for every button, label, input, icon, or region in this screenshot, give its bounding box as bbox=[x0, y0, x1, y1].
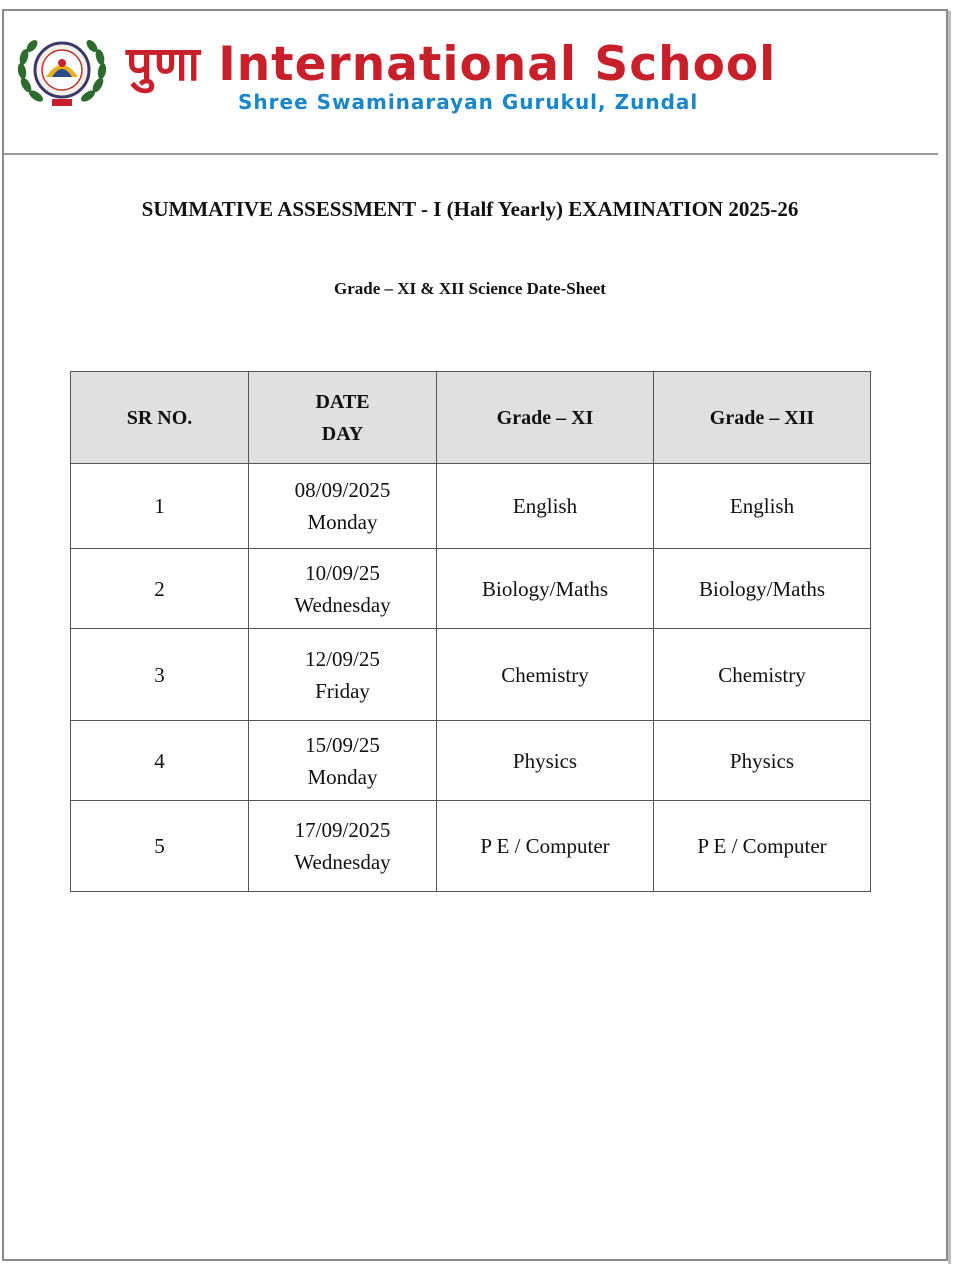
row-date: 08/09/2025 bbox=[294, 478, 391, 502]
row-grade-xi-subject: English bbox=[437, 464, 654, 549]
row-day: Monday bbox=[307, 764, 378, 789]
school-name-english: International School bbox=[218, 37, 777, 92]
row-date-day bbox=[249, 549, 437, 629]
school-subtitle: Shree Swaminarayan Gurukul, Zundal bbox=[238, 90, 699, 114]
exam-title: SUMMATIVE ASSESSMENT - I (Half Yearly) EXAMINATION 2025-26 bbox=[141, 197, 799, 221]
row-grade-xii-subject: P E / Computer bbox=[654, 801, 871, 892]
row-date-day bbox=[249, 721, 437, 801]
letterhead bbox=[0, 0, 956, 150]
school-name-hindi: पुणा bbox=[126, 37, 201, 92]
row-day: Wednesday bbox=[294, 850, 391, 874]
row-date-day bbox=[249, 801, 437, 892]
table-header-row bbox=[71, 372, 871, 464]
header-divider bbox=[4, 153, 938, 155]
row-day: Wednesday bbox=[294, 592, 391, 617]
row-date: 15/09/25 bbox=[305, 732, 380, 757]
row-date: 17/09/2025 bbox=[294, 818, 391, 842]
row-sr: 3 bbox=[71, 629, 249, 721]
row-sr: 4 bbox=[71, 721, 249, 801]
row-grade-xii-subject: Chemistry bbox=[654, 629, 871, 721]
header-day: DAY bbox=[321, 422, 364, 445]
header-grade-xi: Grade – XI bbox=[437, 372, 654, 464]
row-date-day bbox=[249, 629, 437, 721]
date-sheet-table bbox=[70, 371, 871, 892]
table-row bbox=[71, 464, 871, 549]
sheet-title: Grade – XI & XII Science Date-Sheet bbox=[334, 279, 606, 298]
row-day: Friday bbox=[315, 678, 370, 703]
row-grade-xi-subject: Chemistry bbox=[437, 629, 654, 721]
row-date-day bbox=[249, 464, 437, 549]
school-emblem-icon bbox=[16, 33, 108, 109]
header-sr-no: SR NO. bbox=[71, 372, 249, 464]
school-name bbox=[126, 30, 776, 94]
table-row bbox=[71, 801, 871, 892]
row-grade-xii-subject: English bbox=[654, 464, 871, 549]
row-grade-xii-subject: Biology/Maths bbox=[654, 549, 871, 629]
row-sr: 1 bbox=[71, 464, 249, 549]
row-date: 12/09/25 bbox=[305, 646, 380, 671]
header-date: DATE bbox=[315, 390, 370, 413]
row-sr: 2 bbox=[71, 549, 249, 629]
row-date: 10/09/25 bbox=[305, 560, 380, 585]
header-grade-xii: Grade – XII bbox=[654, 372, 871, 464]
table-row bbox=[71, 549, 871, 629]
row-grade-xii-subject: Physics bbox=[654, 721, 871, 801]
table-row bbox=[71, 721, 871, 801]
row-grade-xi-subject: Physics bbox=[437, 721, 654, 801]
row-grade-xi-subject: Biology/Maths bbox=[437, 549, 654, 629]
row-sr: 5 bbox=[71, 801, 249, 892]
row-grade-xi-subject: P E / Computer bbox=[437, 801, 654, 892]
row-day: Monday bbox=[307, 510, 378, 534]
header-date-day bbox=[249, 372, 437, 464]
table-row bbox=[71, 629, 871, 721]
